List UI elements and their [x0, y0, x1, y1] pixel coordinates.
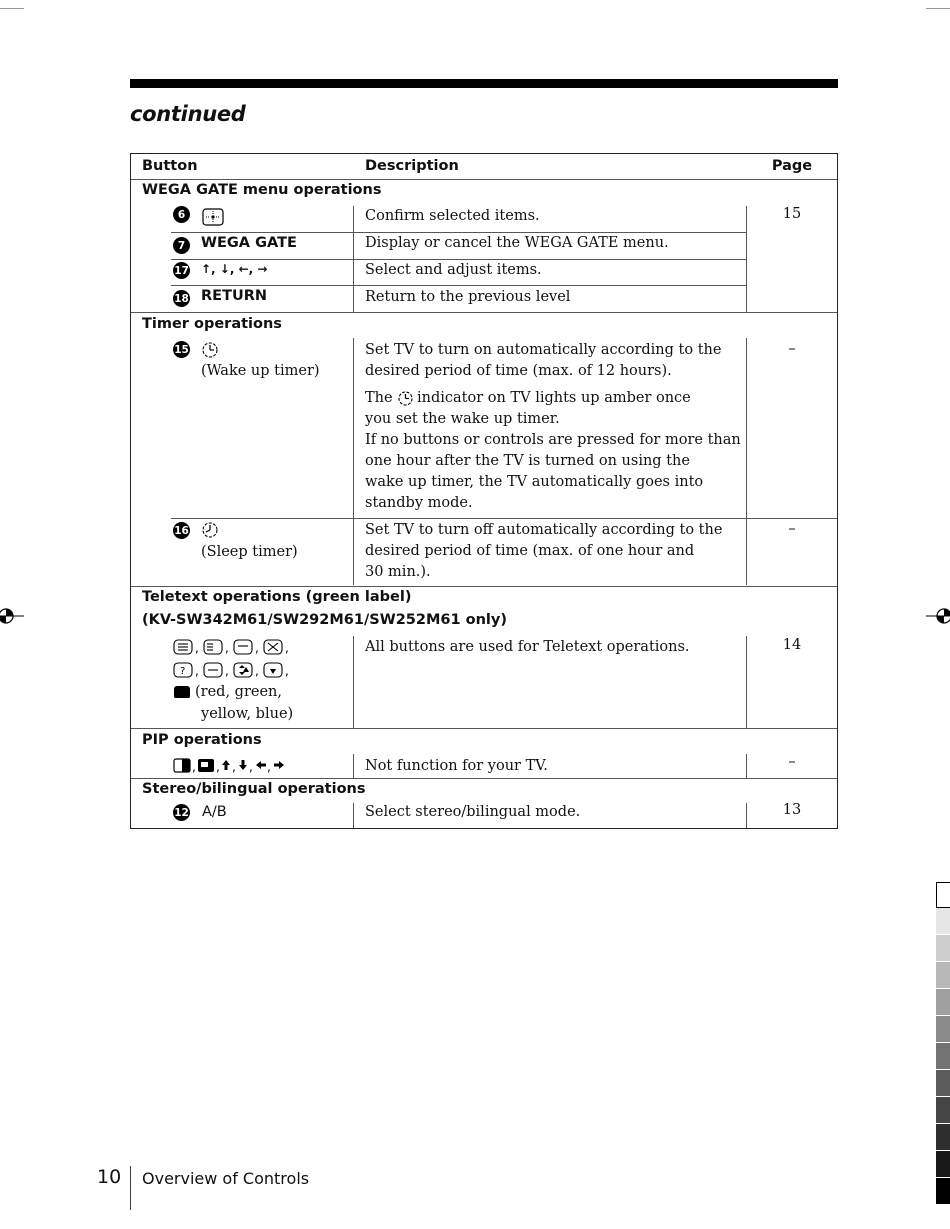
badge-7: 7: [173, 237, 190, 254]
section-teletext-models: (KV-SW342M61/SW292M61/SW252M61 only): [142, 612, 507, 628]
column-divider: [353, 636, 354, 728]
desc-wake-line-2: desired period of time (max. of 12 hours).: [365, 363, 672, 379]
page-sleep-timer: –: [788, 521, 796, 537]
desc-wake-line-7: wake up timer, the TV automatically goes into: [365, 474, 704, 490]
page-pip: –: [788, 754, 796, 770]
desc-select-adjust: Select and adjust items.: [365, 262, 542, 278]
row-divider: [171, 285, 746, 286]
desc-wake-line-1: Set TV to turn on automatically according to the: [365, 342, 722, 358]
column-divider: [353, 754, 354, 778]
section-pip: PIP operations: [142, 732, 262, 748]
svg-text:?: ?: [180, 666, 186, 677]
section-divider: [131, 728, 837, 729]
desc-pip: Not function for your TV.: [365, 758, 548, 774]
column-header-page: Page: [771, 158, 813, 174]
column-header-description: Description: [365, 158, 459, 174]
section-timer: Timer operations: [142, 316, 282, 332]
section-divider: [131, 312, 837, 313]
arrow-buttons: ↑, ↓, ←, →: [201, 262, 268, 276]
svg-text:,: ,: [195, 641, 199, 655]
desc-wake-line-8: standby mode.: [365, 495, 473, 511]
svg-text:,: ,: [192, 760, 196, 774]
desc-wake-line-6: one hour after the TV is turned on using the: [365, 453, 690, 469]
svg-text:,: ,: [225, 664, 229, 678]
pip-buttons-icon: [173, 757, 293, 775]
page-number: 10: [97, 1166, 122, 1188]
crop-mark-top-left: [0, 0, 24, 9]
section-wega-gate: WEGA GATE menu operations: [142, 182, 382, 198]
section-stereo: Stereo/bilingual operations: [142, 781, 366, 797]
desc-sleep-line-1: Set TV to turn off automatically according to the: [365, 522, 723, 538]
badge-18: 18: [173, 290, 190, 307]
desc-confirm: Confirm selected items.: [365, 208, 540, 224]
desc-wake-line-3a: The: [365, 390, 393, 406]
column-divider: [353, 803, 354, 828]
button-wega-gate: WEGA GATE: [201, 235, 297, 251]
controls-table: [130, 153, 838, 829]
svg-text:,: ,: [285, 641, 289, 655]
desc-sleep-line-3: 30 min.).: [365, 564, 431, 580]
desc-wake-line-3b: indicator on TV lights up amber once: [417, 390, 691, 406]
sleep-timer-label: (Sleep timer): [201, 544, 298, 560]
page-stereo: 13: [782, 802, 802, 818]
section-divider: [131, 586, 837, 587]
desc-sleep-line-2: desired period of time (max. of one hour and: [365, 543, 695, 559]
section-divider: [131, 778, 837, 779]
registration-mark-left-icon: [0, 604, 24, 628]
column-header-button: Button: [142, 158, 198, 174]
page-wake-timer: –: [788, 341, 796, 357]
crop-mark-top-right: [926, 0, 950, 9]
row-divider: [171, 518, 837, 519]
badge-15: 15: [173, 341, 190, 358]
timer-on-icon: [201, 341, 219, 359]
svg-text:,: ,: [285, 664, 289, 678]
desc-teletext: All buttons are used for Teletext operations.: [365, 639, 690, 655]
wake-up-timer-label: (Wake up timer): [201, 363, 320, 379]
header-divider: [131, 179, 837, 180]
badge-12: 12: [173, 804, 190, 821]
column-divider: [353, 338, 354, 585]
svg-text:,: ,: [232, 760, 236, 774]
teletext-colour-label-2: yellow, blue): [201, 706, 294, 722]
column-divider: [746, 206, 747, 313]
svg-text:,: ,: [249, 760, 253, 774]
teletext-colour-label-1: (red, green,: [195, 684, 282, 700]
continued-heading: continued: [130, 102, 246, 126]
timer-indicator-icon: [397, 390, 414, 407]
svg-text:,: ,: [267, 760, 271, 774]
header-rule: [130, 79, 838, 88]
desc-wake-line-4: you set the wake up timer.: [365, 411, 560, 427]
registration-mark-right-icon: [926, 604, 950, 628]
section-teletext: Teletext operations (green label): [142, 589, 412, 605]
footer-divider: [130, 1166, 131, 1210]
desc-return: Return to the previous level: [365, 289, 571, 305]
footer-title: Overview of Controls: [142, 1169, 310, 1188]
page-wega: 15: [782, 206, 802, 222]
svg-text:,: ,: [225, 641, 229, 655]
desc-stereo: Select stereo/bilingual mode.: [365, 804, 581, 820]
desc-wega-gate: Display or cancel the WEGA GATE menu.: [365, 235, 669, 251]
sleep-timer-icon: [201, 521, 219, 539]
svg-text:,: ,: [216, 760, 220, 774]
button-a-b: A/B: [202, 804, 227, 820]
desc-wake-line-5: If no buttons or controls are pressed for more than: [365, 432, 741, 448]
svg-text:,: ,: [255, 664, 259, 678]
badge-17: 17: [173, 262, 190, 279]
badge-6: 6: [173, 206, 190, 223]
button-return: RETURN: [201, 288, 268, 304]
page-teletext: 14: [782, 637, 802, 653]
ok-icon: [202, 208, 224, 226]
svg-text:,: ,: [195, 664, 199, 678]
grey-scale-strip: [936, 882, 950, 1205]
svg-text:,: ,: [255, 641, 259, 655]
column-divider: [746, 338, 747, 585]
badge-16: 16: [173, 522, 190, 539]
